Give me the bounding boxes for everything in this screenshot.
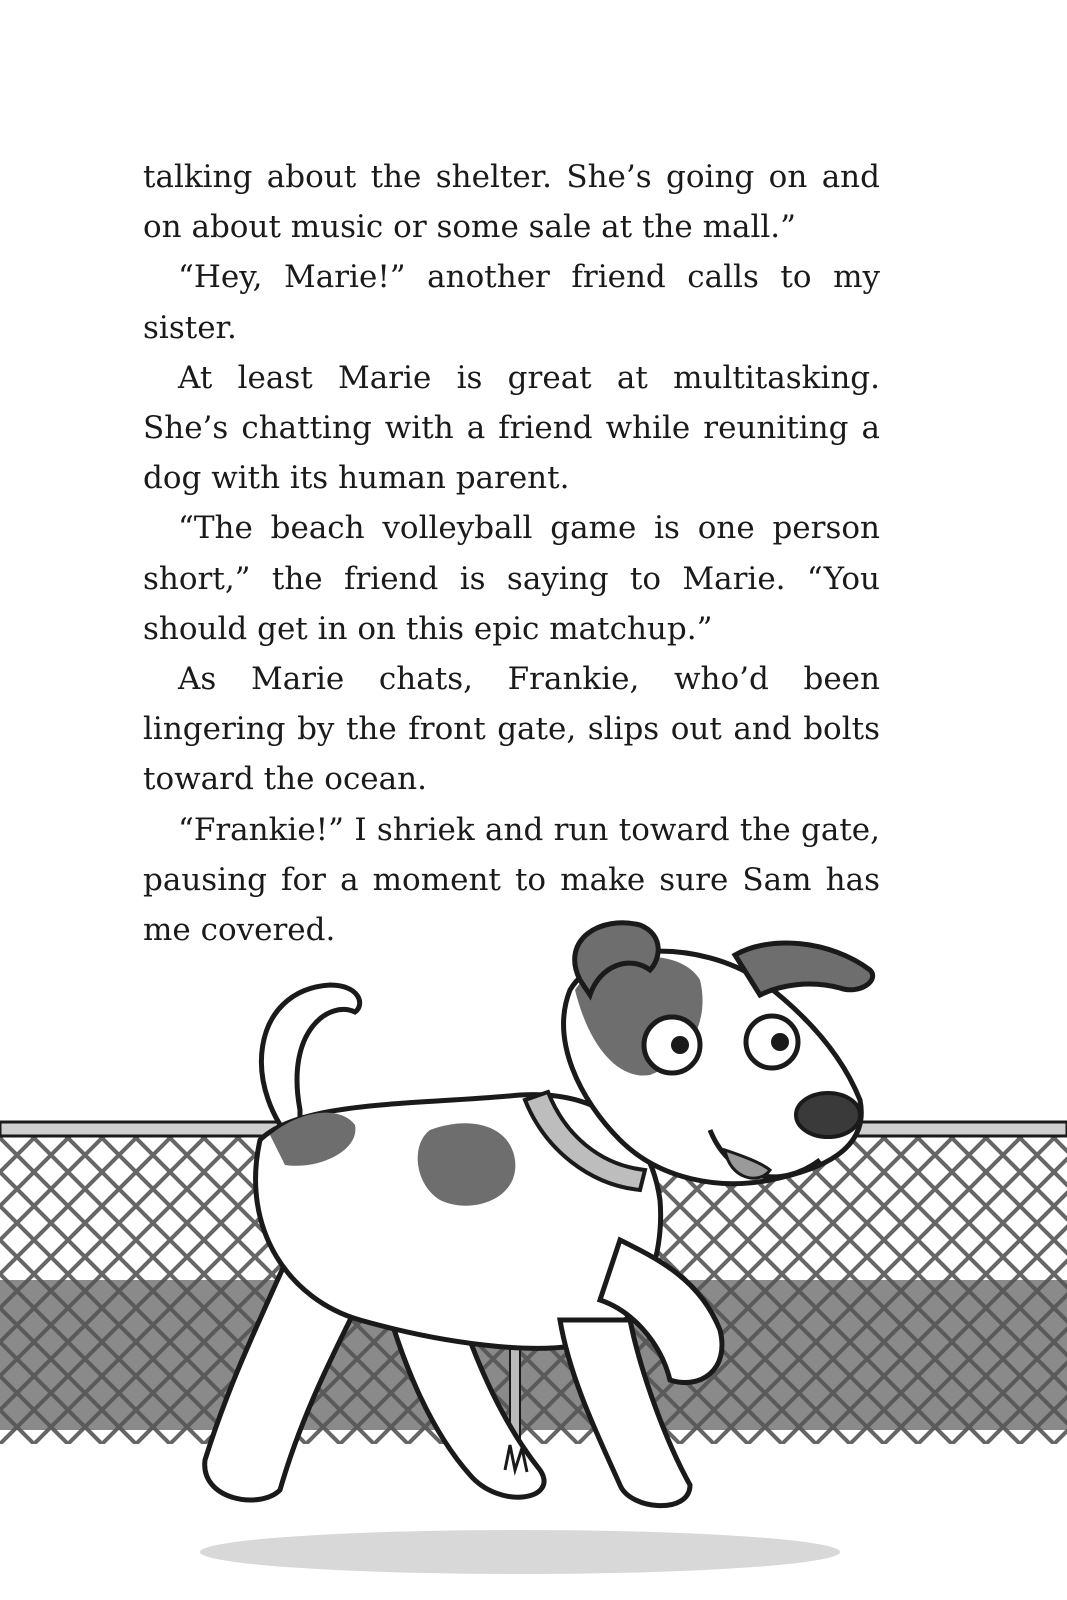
paragraph-6: “Frankie!” I shriek and run toward the gate, pausing for a moment to make sure Sam has me covered. bbox=[143, 811, 880, 949]
dog-pupil-right bbox=[771, 1033, 789, 1051]
story-text bbox=[143, 152, 880, 955]
paragraph-3: At least Marie is great at multitasking. She’s chatting with a friend while reuniting a dog with its human parent. bbox=[143, 359, 880, 497]
dog-pupil-left bbox=[671, 1036, 689, 1054]
dog-ear-right bbox=[735, 943, 873, 995]
paragraph-1: talking about the shelter. She’s going on and on about music or some sale at the mall.” bbox=[143, 159, 880, 246]
paragraph-4: “The beach volleyball game is one person short,” the friend is saying to Marie. “You should get in on this epic matchup.” bbox=[143, 510, 880, 647]
dog-illustration bbox=[0, 900, 1067, 1600]
dog-nose bbox=[796, 1093, 860, 1137]
ground-shadow bbox=[200, 1530, 840, 1574]
paragraph-2: “Hey, Marie!” another friend calls to my sister. bbox=[143, 259, 880, 346]
paragraph-5: As Marie chats, Frankie, who’d been lingering by the front gate, slips out and bolts toward the ocean. bbox=[143, 661, 880, 798]
dog-spot-side bbox=[418, 1123, 516, 1205]
